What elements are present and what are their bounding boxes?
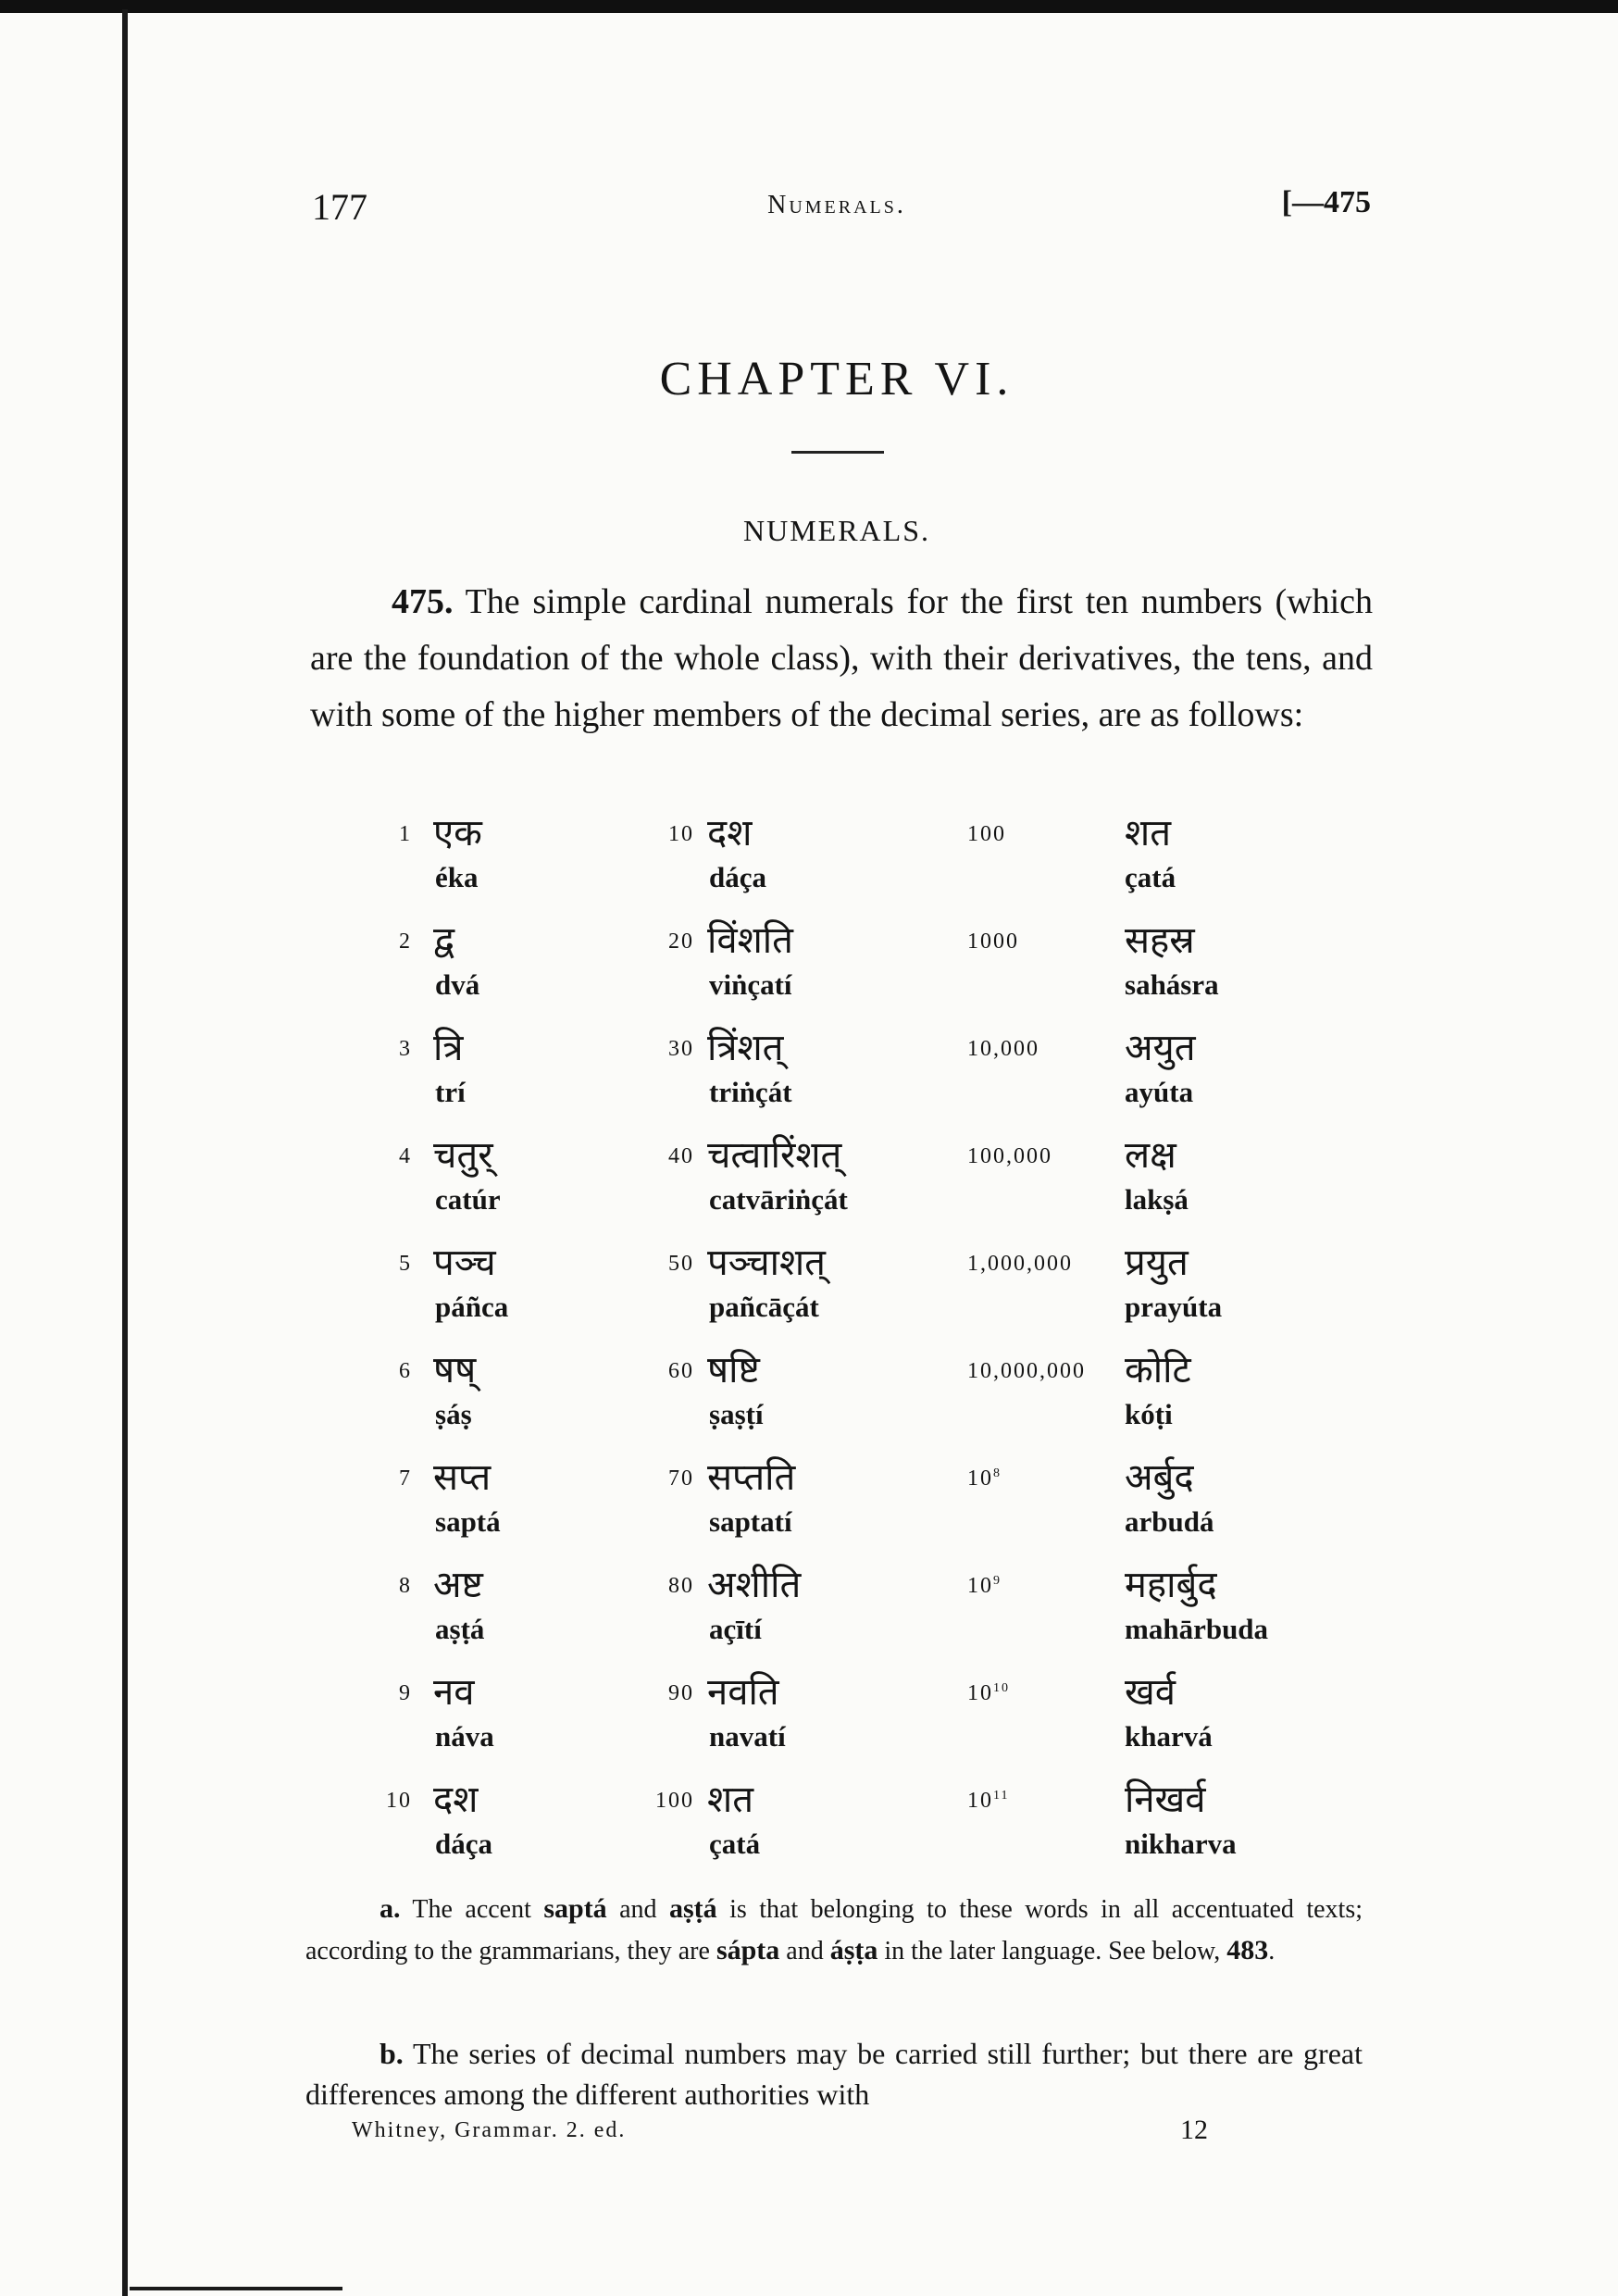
numeral-ten-devanagari: नवति: [707, 1671, 779, 1714]
numerals-table: [0, 813, 1618, 1878]
numeral-ten-transliteration: pañcāçát: [709, 1291, 819, 1323]
note-a-text-1: The accent: [400, 1895, 544, 1924]
numeral-higher-transliteration: çatá: [1125, 861, 1176, 893]
numeral-ten-number: 70: [668, 1466, 694, 1491]
note-a-word-asta: aṣṭá: [669, 1893, 717, 1924]
numeral-ten-transliteration: catvāriṅçát: [709, 1183, 848, 1216]
numeral-unit-devanagari: अष्ट: [433, 1564, 483, 1606]
numeral-ten-number: 60: [668, 1359, 694, 1383]
numeral-unit-transliteration: trí: [435, 1076, 466, 1108]
note-a-text-2: and: [606, 1895, 669, 1924]
note-a: [305, 1889, 1363, 1972]
numeral-ten-number: 50: [668, 1252, 694, 1276]
numeral-higher-number: $10^{11}$: [967, 1789, 1010, 1813]
numeral-higher-transliteration: mahārbuda: [1125, 1613, 1269, 1645]
numeral-higher-number: 1,000,000: [967, 1252, 1073, 1276]
signature-line: Whitney, Grammar. 2. ed.: [352, 2118, 627, 2142]
numeral-unit-transliteration: catúr: [435, 1183, 501, 1216]
note-a-word-asta-later: áṣṭa: [829, 1935, 878, 1965]
numeral-higher-number: 10,000: [967, 1037, 1039, 1061]
numeral-ten-number: 40: [668, 1144, 694, 1168]
numeral-ten-transliteration: ṣaṣṭí: [709, 1398, 764, 1430]
numeral-unit-transliteration: ṣáṣ: [435, 1398, 472, 1430]
top-border-line: [0, 0, 1618, 13]
numeral-ten-devanagari: विंशति: [707, 919, 793, 962]
section-marker: [—475: [1281, 185, 1371, 219]
numeral-higher-transliteration: ayúta: [1125, 1076, 1194, 1108]
numeral-unit-devanagari: चतुर्: [433, 1134, 493, 1177]
numeral-unit-number: 9: [399, 1681, 412, 1705]
numeral-ten-devanagari: शत: [707, 1778, 753, 1821]
numeral-higher-devanagari: प्रयुत: [1125, 1242, 1189, 1284]
numeral-higher-transliteration: kóṭi: [1125, 1398, 1173, 1430]
numeral-ten-transliteration: navatí: [709, 1720, 786, 1753]
numeral-unit-number: 8: [399, 1574, 412, 1598]
sheet-number: 12: [1180, 2115, 1208, 2145]
numeral-higher-devanagari: खर्व: [1125, 1671, 1176, 1714]
numeral-unit-number: 7: [399, 1466, 412, 1491]
numeral-higher-exponent: 11: [993, 1789, 1010, 1803]
numeral-unit-transliteration: dáça: [435, 1828, 492, 1860]
note-b: [305, 2033, 1363, 2115]
note-a-text-5: in the later language. See below,: [877, 1937, 1227, 1965]
numeral-higher-devanagari: कोटि: [1125, 1349, 1191, 1391]
section-number: 475.: [392, 582, 454, 621]
numeral-unit-transliteration: aṣṭá: [435, 1613, 485, 1645]
numeral-unit-transliteration: náva: [435, 1720, 494, 1753]
numeral-unit-devanagari: सप्त: [433, 1456, 492, 1499]
numeral-ten-transliteration: saptatí: [709, 1505, 792, 1538]
numeral-higher-transliteration: kharvá: [1125, 1720, 1213, 1753]
numeral-higher-number: 100: [967, 822, 1006, 846]
numeral-higher-number: $10^{10}$: [967, 1681, 1010, 1705]
numeral-ten-devanagari: दश: [707, 812, 753, 855]
bottom-binding-line: [130, 2287, 342, 2290]
numeral-ten-transliteration: triṅçát: [709, 1076, 792, 1108]
note-b-text: The series of decimal numbers may be carried still further; but there are great differences among the different authorities with: [305, 2037, 1363, 2111]
numeral-ten-transliteration: açītí: [709, 1613, 762, 1645]
numeral-unit-number: 4: [399, 1144, 412, 1168]
numeral-higher-exponent: 10: [993, 1681, 1010, 1695]
numeral-higher-transliteration: nikharva: [1125, 1828, 1237, 1860]
note-a-text-3: is that belonging to these words in all accentuated texts; according to the grammarians, they are: [305, 1895, 1363, 1965]
numeral-unit-devanagari: एक: [433, 812, 482, 855]
numeral-higher-exponent: 8: [993, 1466, 1002, 1480]
numeral-higher-exponent: 9: [993, 1574, 1002, 1588]
intro-paragraph: [310, 574, 1373, 743]
numeral-higher-devanagari: निखर्व: [1125, 1778, 1206, 1821]
numeral-unit-number: 6: [399, 1359, 412, 1383]
numeral-unit-number: 10: [386, 1789, 412, 1813]
numeral-ten-number: 80: [668, 1574, 694, 1598]
note-a-text-6: .: [1268, 1937, 1276, 1965]
note-a-word-sapta: saptá: [543, 1893, 607, 1924]
numeral-unit-transliteration: dvá: [435, 968, 480, 1001]
numeral-unit-devanagari: षष्: [433, 1349, 477, 1391]
numeral-unit-number: 3: [399, 1037, 412, 1061]
numeral-unit-devanagari: त्रि: [433, 1027, 464, 1069]
numeral-unit-number: 2: [399, 930, 412, 954]
numeral-unit-number: 1: [399, 822, 412, 846]
note-a-text-4: and: [779, 1937, 830, 1965]
numeral-unit-devanagari: द्व: [433, 919, 454, 962]
numeral-higher-number: $10^8$: [967, 1466, 1002, 1491]
numeral-ten-transliteration: dáça: [709, 861, 766, 893]
numeral-ten-number: 20: [668, 930, 694, 954]
numeral-higher-transliteration: arbudá: [1125, 1505, 1214, 1538]
page-number: 177: [312, 186, 367, 228]
numeral-unit-devanagari: दश: [433, 1778, 479, 1821]
chapter-title: CHAPTER VI.: [659, 353, 1014, 406]
numeral-higher-devanagari: अर्बुद: [1125, 1456, 1194, 1499]
numeral-ten-number: 90: [668, 1681, 694, 1705]
numeral-higher-number: 1000: [967, 930, 1019, 954]
numeral-ten-devanagari: चत्वारिंशत्: [707, 1134, 842, 1177]
numeral-higher-devanagari: लक्ष: [1125, 1134, 1176, 1177]
numeral-higher-number: $10^9$: [967, 1574, 1002, 1598]
numeral-higher-number: 10,000,000: [967, 1359, 1086, 1383]
intro-text: The simple cardinal numerals for the first ten numbers (which are the foundation of the whole class), with their derivatives, the tens, and with some of the higher members of the decimal series, are as follows:: [310, 582, 1373, 734]
numeral-higher-devanagari: शत: [1125, 812, 1171, 855]
numeral-higher-devanagari: सहस्र: [1125, 919, 1195, 962]
numeral-unit-transliteration: saptá: [435, 1505, 501, 1538]
numeral-ten-number: 10: [668, 822, 694, 846]
note-a-label: a.: [380, 1893, 401, 1924]
numeral-ten-devanagari: सप्तति: [707, 1456, 796, 1499]
numeral-unit-devanagari: पञ्च: [433, 1242, 496, 1284]
numeral-higher-devanagari: अयुत: [1125, 1027, 1196, 1069]
running-title: Numerals.: [767, 191, 906, 219]
note-a-word-sapta-later: sápta: [716, 1935, 780, 1965]
numeral-higher-number: 100,000: [967, 1144, 1052, 1168]
numeral-higher-transliteration: lakṣá: [1125, 1183, 1189, 1216]
numeral-higher-transliteration: sahásra: [1125, 968, 1219, 1001]
numeral-ten-devanagari: पञ्चाशत्: [707, 1242, 826, 1284]
numeral-unit-transliteration: páñca: [435, 1291, 509, 1323]
numeral-unit-transliteration: éka: [435, 861, 479, 893]
chapter-rule: [791, 451, 884, 454]
numeral-ten-devanagari: अशीति: [707, 1564, 802, 1606]
numeral-ten-number: 100: [655, 1789, 694, 1813]
numeral-ten-devanagari: षष्टि: [707, 1349, 760, 1391]
numeral-ten-transliteration: çatá: [709, 1828, 761, 1860]
numeral-ten-number: 30: [668, 1037, 694, 1061]
numeral-higher-devanagari: महार्बुद: [1125, 1564, 1217, 1606]
chapter-subtitle: NUMERALS.: [742, 514, 930, 547]
page-header: [0, 185, 1618, 231]
numeral-unit-number: 5: [399, 1252, 412, 1276]
numeral-higher-transliteration: prayúta: [1125, 1291, 1223, 1323]
note-a-reference: 483: [1226, 1935, 1269, 1965]
numeral-ten-transliteration: viṅçatí: [709, 968, 792, 1001]
note-b-label: b.: [380, 2037, 404, 2070]
numeral-ten-devanagari: त्रिंशत्: [707, 1027, 784, 1069]
numeral-unit-devanagari: नव: [433, 1671, 475, 1714]
